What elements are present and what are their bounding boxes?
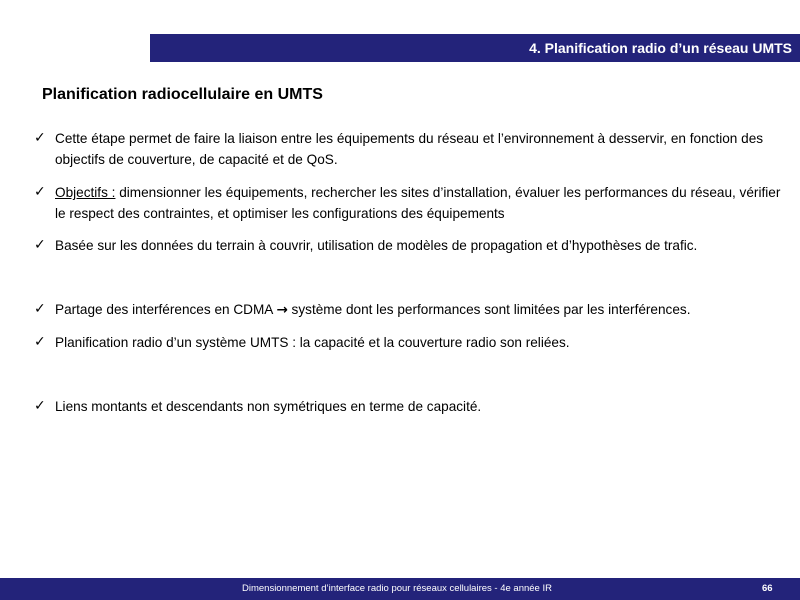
- bullet-item: [34, 299, 794, 321]
- bullet-text: [55, 299, 794, 321]
- bullet-text: Planification radio d’un système UMTS : la capacité et la couverture radio son reliées.: [55, 335, 570, 350]
- bullet-item: [34, 182, 794, 224]
- bullet-text: Cette étape permet de faire la liaison entre les équipements du réseau et l’environnement à desservir, en fonction des objectifs de couverture, de capacité et de QoS.: [55, 131, 764, 167]
- page-number: 66: [762, 583, 773, 594]
- bullet-item: [34, 332, 794, 353]
- slide-subtitle: Planification radiocellulaire en UMTS: [42, 86, 323, 103]
- check-icon: ✓: [34, 334, 46, 350]
- check-icon: ✓: [34, 301, 46, 317]
- cdma-text: Partage des interférences en CDMA: [55, 302, 277, 317]
- header-title: 4. Planification radio d’un réseau UMTS: [529, 40, 792, 56]
- footer-bar: [0, 578, 800, 600]
- check-icon: ✓: [34, 184, 46, 200]
- check-icon: ✓: [34, 130, 46, 146]
- bullet-item: [34, 235, 794, 256]
- check-icon: ✓: [34, 237, 46, 253]
- footer-text: Dimensionnement d’interface radio pour réseaux cellulaires - 4e année IR: [242, 583, 552, 594]
- cdma-result-text: système dont les performances sont limitées par les interférences.: [287, 302, 691, 317]
- right-arrow-icon: →: [276, 302, 288, 318]
- bullet-text: [55, 182, 794, 224]
- bullet-text: Liens montants et descendants non symétriques en terme de capacité.: [55, 399, 482, 414]
- check-icon: ✓: [34, 398, 46, 414]
- objectifs-text: dimensionner les équipements, rechercher les sites d’installation, évaluer les performances du réseau, vérifier le respect des contraintes, et optimiser les configurations des équipements: [55, 185, 781, 221]
- bullet-text: Basée sur les données du terrain à couvrir, utilisation de modèles de propagation et d’hypothèses de trafic.: [55, 238, 698, 253]
- objectifs-label: Objectifs :: [55, 185, 116, 200]
- bullet-item: [34, 128, 794, 170]
- header-bar: [150, 34, 800, 62]
- bullet-item: [34, 396, 794, 417]
